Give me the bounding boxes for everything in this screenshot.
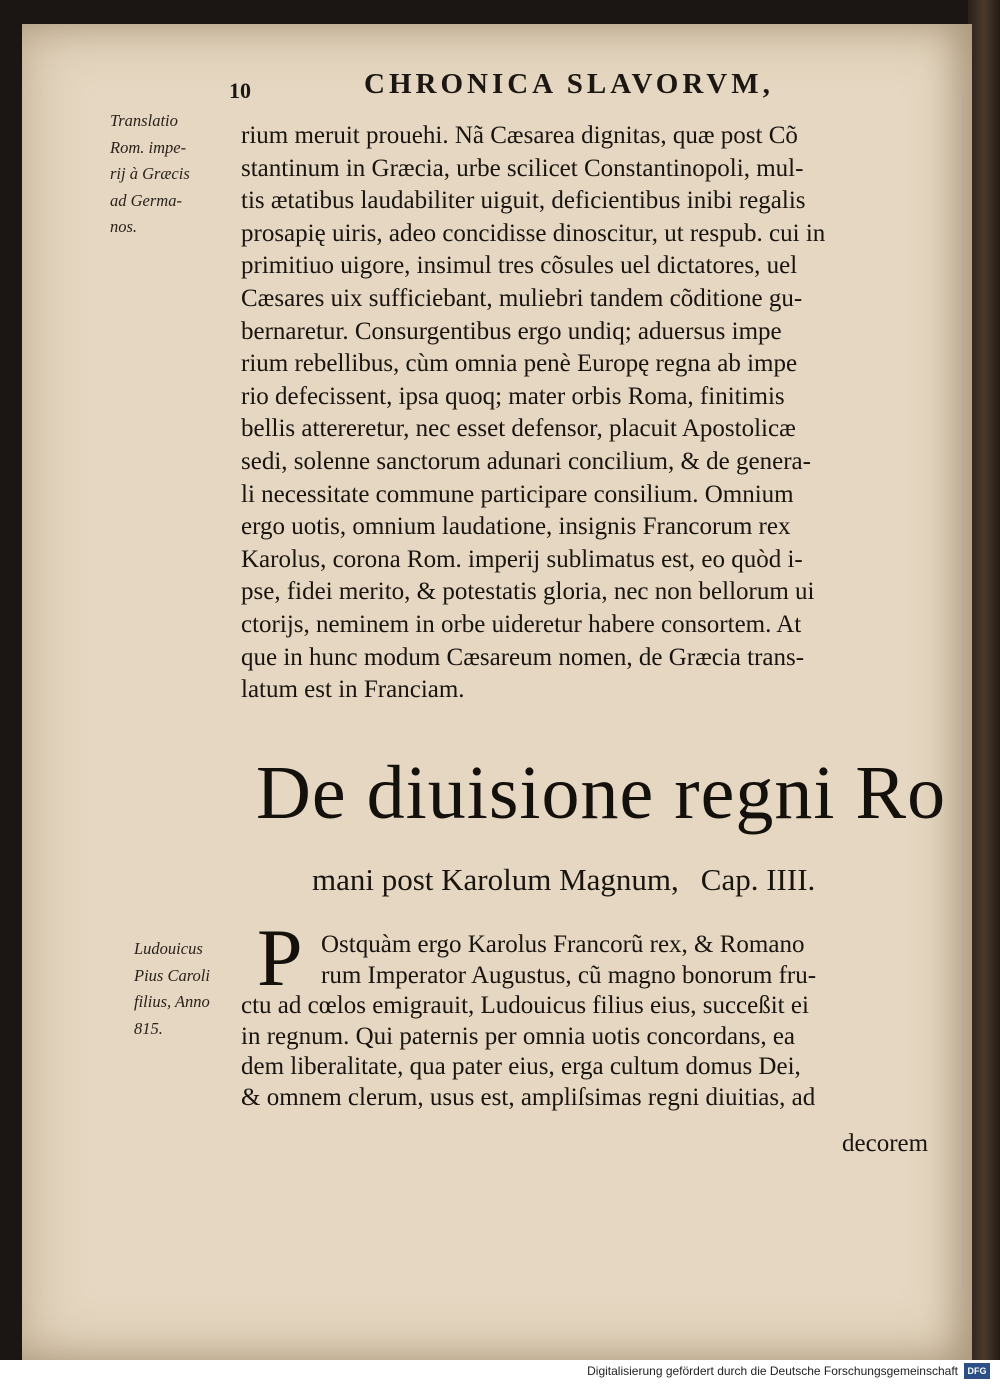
book-page	[22, 24, 972, 1360]
chapter-text	[241, 930, 961, 1113]
body-line: primitiuo uigore, insimul tres cõsules uel dictatores, uel	[241, 252, 798, 280]
running-title: CHRONICA SLAVORVM,	[364, 68, 774, 100]
body-line: bellis attereretur, nec esset defensor, placuit Apostolicæ	[241, 415, 796, 443]
chapter-number: Cap. IIII.	[700, 862, 816, 897]
body-line: rium rebellibus, cùm omnia penè Europę regna ab impe	[241, 350, 798, 378]
margin-note-translatio: Translatio Rom. impe- rij à Græcis ad Germa- nos.	[110, 111, 190, 236]
body-line: rium meruit prouehi. Nã Cæsarea dignitas, quæ post Cõ	[241, 122, 798, 149]
book-spine	[968, 0, 1000, 1360]
body-line: rio defecissent, ipsa quoq; mater orbis Roma, finitimis	[241, 382, 785, 410]
chapter-line: rum Imperator Augustus, cũ magno bonorum fru-	[321, 961, 817, 989]
chapter-line: in regnum. Qui paternis per omnia uotis concordans, ea	[241, 1022, 796, 1050]
chapter-subtitle	[312, 862, 815, 898]
body-line: latum est in Franciam.	[241, 676, 465, 704]
chapter-title: De diuisione regni Ro	[256, 751, 947, 835]
body-line: tis ætatibus laudabiliter uiguit, deficientibus inibi regalis	[241, 187, 806, 215]
footer-bar	[0, 1360, 1000, 1384]
chapter-line: ctu ad cœlos emigrauit, Ludouicus filius eius, succeßit ei	[241, 992, 809, 1019]
margin-note-ludouicus: Ludouicus Pius Caroli filius, Anno 815.	[134, 939, 210, 1038]
body-line: ergo uotis, omnium laudatione, insignis Francorum rex	[241, 513, 791, 541]
catchword: decorem	[842, 1130, 929, 1157]
body-line: sedi, solenne sanctorum adunari concilium, & de genera-	[241, 447, 811, 475]
body-line: que in hunc modum Cæsareum nomen, de Græcia trans-	[241, 643, 805, 671]
body-line: bernaretur. Consurgentibus ergo undiq; aduersus impe	[241, 317, 782, 345]
chapter-line: & omnem clerum, usus est, ampliſsimas regni diuitias, ad	[241, 1083, 816, 1111]
body-text	[241, 120, 961, 707]
body-line: ctorijs, neminem in orbe uideretur habere consortem. At	[241, 610, 802, 638]
body-line: prosapię uiris, adeo concidisse dinoscitur, ut respub. cui in	[241, 219, 826, 247]
chapter-line: dem liberalitate, qua pater eius, erga cultum domus Dei,	[241, 1053, 801, 1080]
page-number: 10	[229, 78, 251, 103]
chapter-subtitle-text: mani post Karolum Magnum,	[312, 862, 679, 897]
body-line: pse, fidei merito, & potestatis gloria, nec non bellorum ui	[241, 578, 815, 606]
body-line: stantinum in Græcia, urbe scilicet Constantinopoli, mul-	[241, 154, 804, 182]
body-line: Cæsares uix sufficiebant, muliebri tandem cõditione gu-	[241, 284, 803, 312]
dfg-logo: DFG	[964, 1363, 990, 1379]
chapter-line: Ostquàm ergo Karolus Francorũ rex, & Romano	[321, 931, 805, 958]
body-line: li necessitate commune participare consilium. Omnium	[241, 480, 794, 508]
body-line: Karolus, corona Rom. imperij sublimatus est, eo quòd i-	[241, 545, 803, 573]
drop-cap: P	[257, 912, 303, 1003]
footer-credit: Digitalisierung gefördert durch die Deutsche Forschungsgemeinschaft	[587, 1364, 958, 1378]
